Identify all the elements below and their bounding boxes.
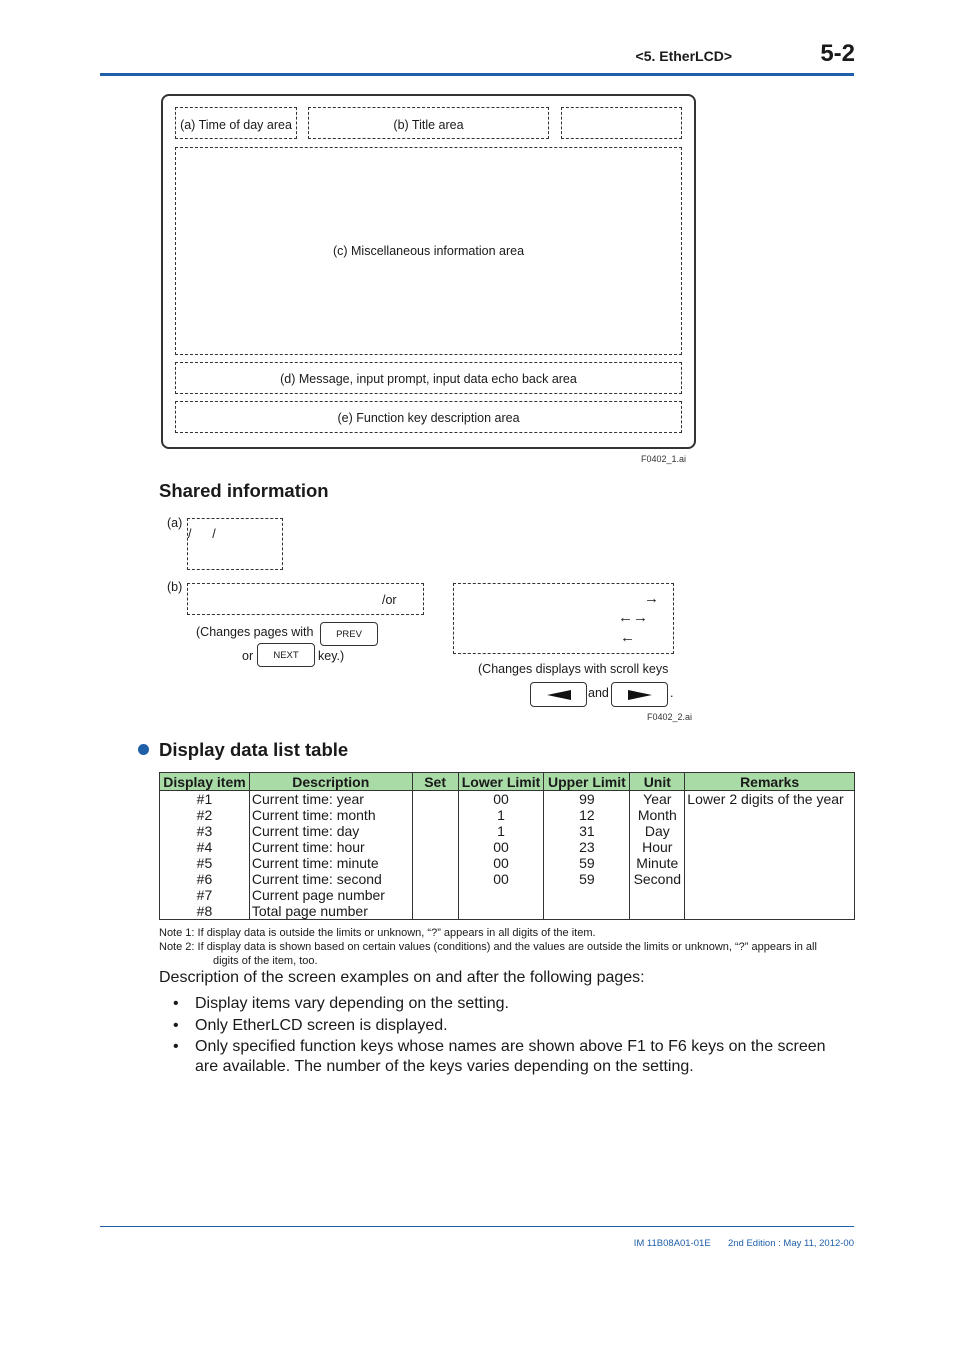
table-cell: Current time: day (249, 823, 412, 839)
table-cell: Current time: hour (249, 839, 412, 855)
message-area-label: (d) Message, input prompt, input data echo back area (280, 372, 577, 386)
scroll-caption: (Changes displays with scroll keys (478, 662, 669, 676)
table-cell (412, 839, 458, 855)
title-area (308, 107, 549, 139)
table-cell (544, 887, 630, 903)
table-header-cell: Display item (160, 773, 250, 791)
table-cell: 59 (544, 855, 630, 871)
table-row (160, 807, 855, 823)
or-text: or (242, 649, 254, 663)
note-1: Note 1: If display data is outside the limits or unknown, “?” appears in all digits of the item. (159, 927, 596, 939)
table-cell: 1 (458, 807, 544, 823)
table-cell: #2 (160, 807, 250, 823)
list-item: Display items vary depending on the setting. (195, 995, 509, 1012)
table-cell (458, 903, 544, 920)
table-header-cell: Lower Limit (458, 773, 544, 791)
table-cell: Month (630, 807, 685, 823)
next-key-label: NEXT (273, 649, 299, 661)
table-cell: 00 (458, 855, 544, 871)
table-cell: 00 (458, 871, 544, 887)
shared-b-or: /or (382, 593, 397, 607)
time-of-day-area (175, 107, 297, 139)
table-header-cell: Remarks (685, 773, 855, 791)
table-cell: Year (630, 791, 685, 808)
prev-key-label: PREV (336, 628, 362, 640)
misc-information-area (175, 147, 682, 355)
table-cell: 00 (458, 791, 544, 808)
description-intro: Description of the screen examples on and after the following pages: (159, 969, 645, 986)
table-cell: 31 (544, 823, 630, 839)
table-cell: Day (630, 823, 685, 839)
footer-rule (100, 1226, 854, 1227)
misc-information-area-label: (c) Miscellaneous information area (332, 244, 525, 258)
list-bullet: • (173, 995, 179, 1012)
table-cell: Current time: year (249, 791, 412, 808)
shared-b-box (187, 583, 424, 615)
scroll-left-triangle-icon (547, 690, 571, 700)
list-bullet: • (173, 1017, 179, 1034)
scroll-right-triangle-icon (628, 690, 652, 700)
shared-a-box (187, 518, 283, 570)
table-cell: #8 (160, 903, 250, 920)
table-cell: Current time: month (249, 807, 412, 823)
arrow-right-icon: → (644, 590, 659, 607)
table-header-row (160, 773, 855, 791)
scroll-left-key (530, 682, 587, 707)
table-header-cell: Upper Limit (544, 773, 630, 791)
table-cell (685, 887, 855, 903)
shared-a-label: (a) (167, 516, 183, 530)
table-cell (412, 903, 458, 920)
display-data-table (159, 772, 855, 920)
table-row (160, 887, 855, 903)
table-row (160, 871, 855, 887)
section-bullet-icon (138, 744, 149, 755)
shared-b-label: (b) (167, 580, 183, 594)
shared-a-slashes: / / (188, 527, 216, 541)
table-cell: #6 (160, 871, 250, 887)
table-cell: #1 (160, 791, 250, 808)
header-rule (100, 73, 854, 76)
shared-scroll-box (453, 583, 674, 654)
table-cell: #5 (160, 855, 250, 871)
header-section-title: <5. EtherLCD> (635, 48, 732, 64)
table-cell: Minute (630, 855, 685, 871)
time-of-day-area-label: (a) Time of day area (180, 118, 292, 132)
period-text: . (670, 686, 674, 700)
table-cell (630, 887, 685, 903)
table-cell (458, 887, 544, 903)
table-cell: #3 (160, 823, 250, 839)
message-area (175, 362, 682, 394)
table-cell: 23 (544, 839, 630, 855)
table-row (160, 791, 855, 808)
list-item: Only specified function keys whose names are shown above F1 to F6 keys on the screen (195, 1038, 826, 1055)
and-text: and (588, 686, 609, 700)
table-cell (685, 823, 855, 839)
figure1-code: F0402_1.ai (640, 454, 686, 464)
note-2-continued: digits of the item, too. (213, 955, 318, 967)
table-header-cell: Description (249, 773, 412, 791)
table-cell (685, 807, 855, 823)
table-cell: Hour (630, 839, 685, 855)
table-header-cell: Unit (630, 773, 685, 791)
table-cell: Current time: minute (249, 855, 412, 871)
table-cell: 59 (544, 871, 630, 887)
table-row (160, 855, 855, 871)
table-cell: 99 (544, 791, 630, 808)
table-cell: #7 (160, 887, 250, 903)
table-cell: Current page number (249, 887, 412, 903)
next-key (257, 643, 315, 667)
changes-pages-text: (Changes pages with (196, 625, 314, 639)
note-2: Note 2: If display data is shown based on certain values (conditions) and the values are outside the limits or unknown, “?” appears in all (159, 941, 817, 953)
table-cell: 12 (544, 807, 630, 823)
table-cell: 1 (458, 823, 544, 839)
footer-doc-number: IM 11B08A01-01E (633, 1238, 711, 1249)
page-number: 5-2 (820, 40, 855, 67)
table-cell (412, 791, 458, 808)
table-cell (685, 839, 855, 855)
table-cell (685, 855, 855, 871)
table-cell (412, 887, 458, 903)
table-row (160, 903, 855, 920)
shared-information-heading: Shared information (159, 480, 329, 501)
footer (560, 1238, 854, 1249)
arrow-both-icon: ←→ (618, 609, 648, 626)
table-cell: Total page number (249, 903, 412, 920)
table-row (160, 839, 855, 855)
key-suffix-text: key.) (318, 649, 345, 663)
list-bullet: • (173, 1038, 179, 1055)
function-key-area-label: (e) Function key description area (337, 411, 520, 425)
table-cell: Second (630, 871, 685, 887)
table-cell (685, 871, 855, 887)
arrow-left-icon: ← (620, 629, 635, 646)
table-cell (630, 903, 685, 920)
title-area-label: (b) Title area (393, 118, 464, 132)
list-item: Only EtherLCD screen is displayed. (195, 1017, 448, 1034)
table-cell (412, 807, 458, 823)
blank-area (561, 107, 682, 139)
list-item-continued: are available. The number of the keys varies depending on the setting. (195, 1058, 694, 1075)
function-key-area (175, 401, 682, 433)
prev-key (320, 622, 378, 646)
table-cell: 00 (458, 839, 544, 855)
table-cell (412, 855, 458, 871)
table-row (160, 823, 855, 839)
table-cell (685, 903, 855, 920)
scroll-right-key (611, 682, 668, 707)
table-cell: #4 (160, 839, 250, 855)
table-cell: Lower 2 digits of the year (685, 791, 855, 808)
footer-edition: 2nd Edition : May 11, 2012-00 (727, 1238, 854, 1249)
table-cell (412, 871, 458, 887)
figure2-code: F0402_2.ai (646, 712, 692, 722)
table-cell (412, 823, 458, 839)
table-cell: Current time: second (249, 871, 412, 887)
table-header-cell: Set (412, 773, 458, 791)
display-table-heading: Display data list table (159, 739, 349, 760)
table-cell (544, 903, 630, 920)
